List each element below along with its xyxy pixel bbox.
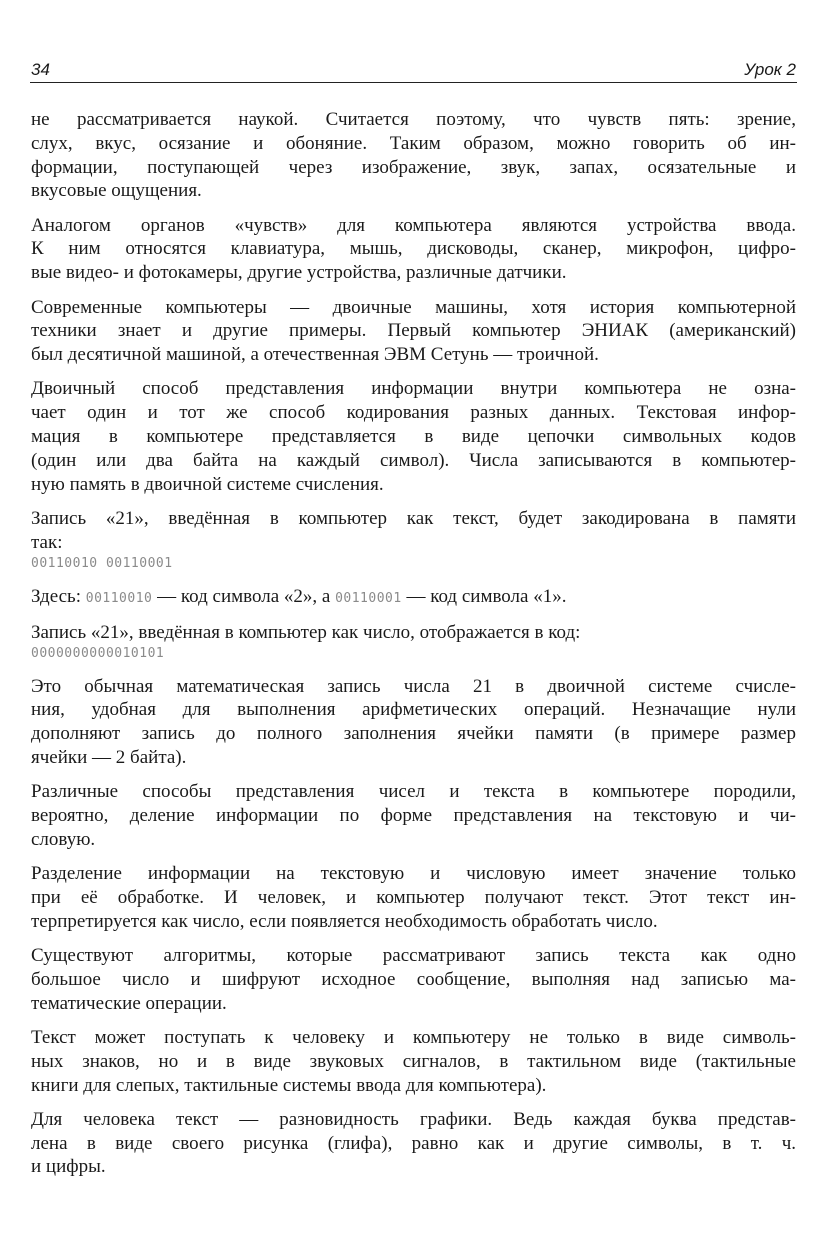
text-line: Существуют алгоритмы, которые рассматривают запись текста как одно	[31, 945, 796, 967]
chapter-title: Урок 2	[744, 60, 796, 79]
text-line: Различные способы представления чисел и текста в компьютере породили,	[31, 781, 796, 803]
paragraph	[31, 108, 796, 203]
text-line: вероятно, деление информации по форме представления на текстовую и чи-	[31, 805, 796, 827]
paragraph	[31, 862, 796, 933]
text-segment: Здесь:	[31, 585, 86, 607]
text-line: Современные компьютеры — двоичные машины, хотя история компьютерной	[31, 296, 796, 318]
text-line: не рассматривается наукой. Считается поэтому, что чувств пять: зрение,	[31, 109, 796, 130]
text-line: Разделение информации на текстовую и числовую имеет значение только	[31, 863, 796, 885]
text-line: ния, удобная для выполнения арифметических операций. Незначащие нули	[31, 699, 796, 721]
text-line	[31, 585, 796, 611]
paragraph	[31, 214, 796, 285]
inline-code: 00110001	[335, 590, 402, 606]
text-segment: — код символа «2», а	[152, 585, 336, 607]
paragraph	[31, 1108, 796, 1179]
text-line: словую.	[31, 828, 96, 850]
text-line: Двоичный способ представления информации внутри компьютера не озна-	[31, 378, 796, 400]
text-line: книги для слепых, тактильные системы ввода для компьютера).	[31, 1074, 547, 1096]
text-line: слух, вкус, осязание и обоняние. Таким образом, можно говорить об ин-	[31, 132, 796, 154]
text-line: Текст может поступать к человеку и компьютеру не только в виде символь-	[31, 1027, 796, 1048]
page-number: 34	[31, 60, 50, 79]
paragraph	[31, 585, 796, 611]
paragraph	[31, 296, 796, 367]
text-line: большое число и шифруют исходное сообщение, выполняя над записью ма-	[31, 968, 796, 990]
paragraph	[31, 944, 796, 1015]
text-line: К ним относятся клавиатура, мышь, дисководы, сканер, микрофон, цифро-	[31, 238, 796, 260]
text-line: ячейки — 2 байта).	[31, 747, 187, 769]
inline-code: 00110010	[85, 590, 153, 606]
text-line: вкусовые ощущения.	[31, 180, 202, 202]
paragraph	[31, 507, 796, 555]
paragraph	[31, 780, 796, 851]
code-block: 00110010 00110001	[31, 555, 173, 571]
paragraph	[31, 675, 796, 770]
text-line: ных знаков, но и в виде звуковых сигналов, в тактильном виде (тактильные	[31, 1050, 796, 1072]
paragraph	[31, 621, 796, 645]
text-line: ную память в двоичной системе счисления.	[31, 473, 384, 495]
text-line: лена в виде своего рисунка (глифа), равно как и другие символы, в т. ч.	[31, 1132, 796, 1154]
text-line: вые видео- и фотокамеры, другие устройства, различные датчики.	[31, 262, 567, 284]
text-line: техники знает и другие примеры. Первый компьютер ЭНИАК (американский)	[31, 320, 796, 342]
text-line: так:	[31, 531, 63, 553]
text-line: Запись «21», введённая в компьютер как число, отображается в код:	[31, 621, 581, 643]
text-line: мация в компьютере представляется в виде цепочки символьных кодов	[31, 426, 796, 448]
code-block: 0000000000010101	[31, 645, 165, 661]
text-line: Это обычная математическая запись числа 21 в двоичной системе счисле-	[31, 675, 796, 697]
text-line: Для человека текст — разновидность графики. Ведь каждая буква представ-	[31, 1108, 796, 1130]
paragraph	[31, 1026, 796, 1097]
running-header	[30, 58, 797, 83]
text-line: и цифры.	[31, 1156, 106, 1178]
text-line: чает один и тот же способ кодирования разных данных. Текстовая инфор-	[31, 402, 796, 424]
text-line: формации, поступающей через изображение, звук, запах, осязательные и	[31, 156, 796, 178]
text-line: был десятичной машиной, а отечественная ЭВМ Сетунь — троичной.	[31, 344, 599, 366]
page-body	[31, 108, 796, 1190]
paragraph	[31, 377, 796, 496]
text-line: тематические операции.	[31, 992, 227, 1014]
text-line: Запись «21», введённая в компьютер как текст, будет закодирована в памяти	[31, 507, 796, 529]
text-line: дополняют запись до полного заполнения ячейки памяти (в примере размер	[31, 723, 796, 745]
text-line: при её обработке. И человек, и компьютер получают текст. Этот текст ин-	[31, 887, 796, 909]
text-line: (один или два байта на каждый символ). Числа записываются в компьютер-	[31, 449, 796, 471]
text-line: Аналогом органов «чувств» для компьютера являются устройства ввода.	[31, 214, 796, 236]
text-line: терпретируется как число, если появляется необходимость обработать число.	[31, 910, 658, 932]
text-segment: — код символа «1».	[401, 585, 567, 607]
